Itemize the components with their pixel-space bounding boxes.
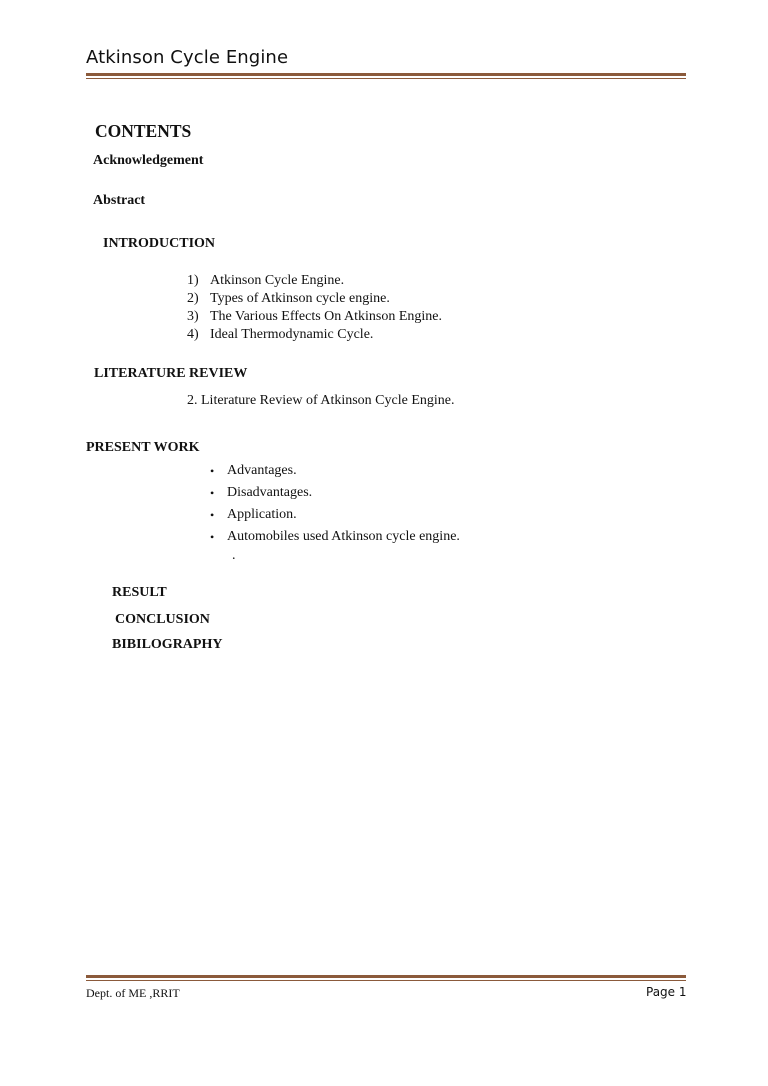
list-item-text: Disadvantages. [227,485,313,500]
list-item-text: Automobiles used Atkinson cycle engine. [227,529,460,544]
bullet-icon: • [210,508,215,522]
bullet-icon: • [210,486,215,500]
introduction-list [187,272,442,344]
list-item [210,504,460,526]
list-item [187,272,442,290]
list-item-number: 4) [187,327,199,342]
toc-heading-conclusion: CONCLUSION [115,612,210,627]
contents-title: CONTENTS [95,121,192,141]
list-item-text: Types of Atkinson cycle engine. [210,291,390,306]
list-item [210,526,460,548]
footer-rule [86,975,686,981]
running-header-title: Atkinson Cycle Engine [86,47,289,68]
list-item-number: 1) [187,273,199,288]
literature-review-item: 2. Literature Review of Atkinson Cycle Engine. [187,393,455,408]
toc-heading-literature-review: LITERATURE REVIEW [94,366,248,381]
list-item [187,308,442,326]
list-item-text: Atkinson Cycle Engine. [210,273,345,288]
footer-department: Dept. of ME ,RRIT [86,986,180,1000]
toc-heading-bibliography: BIBILOGRAPHY [112,637,223,652]
toc-entry-abstract: Abstract [93,193,146,208]
list-item-text: Application. [227,507,297,522]
toc-heading-present-work: PRESENT WORK [86,440,200,455]
list-item [187,290,442,308]
bullet-icon: • [210,464,215,478]
present-work-list [210,460,460,548]
list-item-number: 3) [187,309,199,324]
toc-heading-introduction: INTRODUCTION [103,236,216,251]
list-item [187,326,442,344]
toc-heading-result: RESULT [112,585,167,600]
list-item-text: Advantages. [227,463,297,478]
list-item-text: The Various Effects On Atkinson Engine. [210,309,443,324]
footer-page-number: Page 1 [646,985,687,999]
bullet-icon: • [210,530,215,544]
list-item [210,482,460,504]
list-item-number: 2) [187,291,199,306]
trailing-period-mark: . [232,548,236,563]
list-item [210,460,460,482]
list-item-text: Ideal Thermodynamic Cycle. [210,327,374,342]
header-rule [86,73,686,79]
toc-entry-acknowledgement: Acknowledgement [93,153,204,168]
